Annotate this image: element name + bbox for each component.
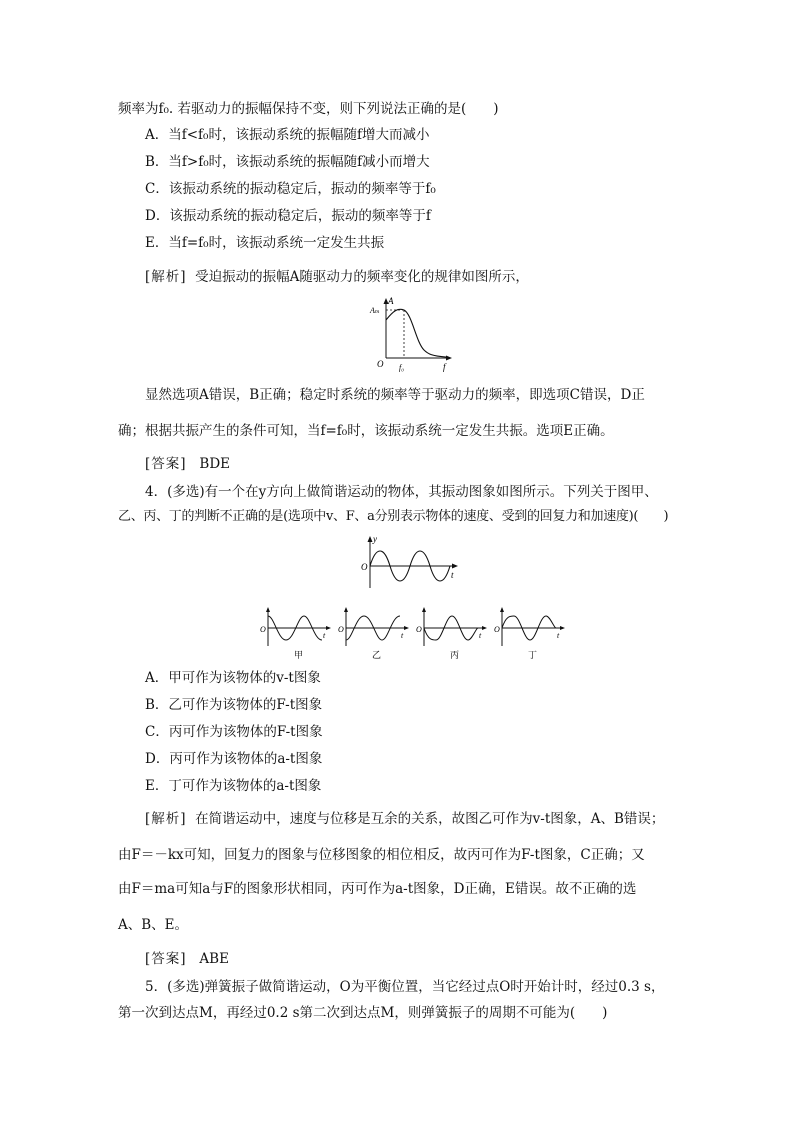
y-axis-arrow xyxy=(368,536,373,542)
q3-option-b: B．当f>f₀时，该振动系统的振幅随f减小而增大 xyxy=(145,154,430,170)
analysis-text: 受迫振动的振幅A随驱动力的频率变化的规律如图所示， xyxy=(195,269,529,285)
y-label: A xyxy=(388,296,394,306)
svg-text:t: t xyxy=(479,631,482,640)
q4-main-graph xyxy=(358,532,464,592)
analysis-tag: [解析] xyxy=(145,269,187,285)
answer-text: BDE xyxy=(199,456,231,472)
q5-stem-line-2: 第一次到达点M，再经过0.2 s第二次到达点M，则弹簧振子的周期不可能为( ) xyxy=(118,1005,608,1021)
q4-stem-line-1: 4．(多选)有一个在y方向上做简谐运动的物体，其振动图象如图所示。下列关于图甲、 xyxy=(145,484,658,500)
q3-stem: 频率为f₀. 若驱动力的振幅保持不变，则下列说法正确的是( ) xyxy=(118,101,499,117)
svg-text:O: O xyxy=(338,625,344,634)
q3-analysis-line-1: 显然选项A错误，B正确；稳定时系统的频率等于驱动力的频率，即选项C错误，D正 xyxy=(145,387,645,403)
q4-option-a: A．甲可作为该物体的v-t图象 xyxy=(145,670,321,686)
answer-tag: [答案] xyxy=(145,951,187,967)
q3-option-c: C．该振动系统的振动稳定后，振动的频率等于f₀ xyxy=(145,181,436,197)
svg-text:t: t xyxy=(323,631,326,640)
analysis-tag: [解析] xyxy=(145,811,187,827)
x-label: f xyxy=(443,362,446,372)
q4-analysis-line-4: A、B、E。 xyxy=(118,917,189,933)
q3-option-e: E．当f=f₀时，该振动系统一定发生共振 xyxy=(145,235,385,251)
y-mark: Aₘ xyxy=(370,306,380,315)
q5-stem-line-1: 5．(多选)弹簧振子做简谐运动，O为平衡位置，当它经过点O时开始计时，经过0.3 s， xyxy=(145,979,665,995)
graph-ding xyxy=(490,604,570,660)
x-axis-arrow xyxy=(446,356,452,361)
q4-analysis-line-1 xyxy=(145,810,664,828)
graph-label: 丁 xyxy=(528,650,538,660)
q4-analysis-line-3: 由F＝ma可知a与F的图象形状相同，丙可作为a-t图象，D正确，E错误。故不正确的选 xyxy=(118,881,637,897)
q3-option-a: A．当f<f₀时，该振动系统的振幅随f增大而减小 xyxy=(145,127,430,143)
svg-text:O: O xyxy=(260,625,266,634)
q3-option-d: D．该振动系统的振动稳定后，振动的频率等于f xyxy=(145,208,431,224)
graph-label: 乙 xyxy=(372,650,382,660)
origin-label: O xyxy=(361,562,368,572)
q4-analysis-line-2: 由F＝－kx可知，回复力的图象与位移图象的相位相反，故丙可作为F-t图象，C正确；又 xyxy=(118,847,645,863)
q4-answer xyxy=(145,950,229,968)
q4-stem-line-2: 乙、丙、丁的判断不正确的是(选项中v、F、a分别表示物体的速度、受到的回复力和加速度)( ) xyxy=(118,509,669,524)
svg-text:O: O xyxy=(494,625,500,634)
x-label: t xyxy=(451,570,454,580)
y-label: y xyxy=(373,534,377,544)
answer-tag: [答案] xyxy=(145,456,187,472)
graph-label: 甲 xyxy=(294,650,304,660)
graph-bing xyxy=(412,604,492,660)
graph-label: 丙 xyxy=(450,650,460,660)
graph-yi xyxy=(334,604,414,660)
q3-analysis-intro xyxy=(145,268,529,286)
resonance-curve-figure xyxy=(366,292,456,374)
graph-jia xyxy=(256,604,336,660)
analysis-text: 在简谐运动中，速度与位移是互余的关系，故图乙可作为v-t图象，A、B错误； xyxy=(195,811,665,827)
svg-text:t: t xyxy=(557,631,560,640)
origin-label: O xyxy=(377,359,384,369)
svg-text:O: O xyxy=(416,625,422,634)
q4-option-c: C．丙可作为该物体的F-t图象 xyxy=(145,724,323,740)
resonance-curve xyxy=(386,309,446,357)
q4-option-d: D．丙可作为该物体的a-t图象 xyxy=(145,751,323,767)
q4-option-b: B．乙可作为该物体的F-t图象 xyxy=(145,697,323,713)
q3-analysis-line-2: 确；根据共振产生的条件可知，当f=f₀时，该振动系统一定发生共振。选项E正确。 xyxy=(118,423,614,439)
x-mark: f₀ xyxy=(399,363,405,372)
q3-answer xyxy=(145,455,230,473)
answer-text: ABE xyxy=(199,951,229,967)
q4-option-e: E．丁可作为该物体的a-t图象 xyxy=(145,778,322,794)
svg-text:t: t xyxy=(401,631,404,640)
x-axis-arrow xyxy=(452,564,458,569)
